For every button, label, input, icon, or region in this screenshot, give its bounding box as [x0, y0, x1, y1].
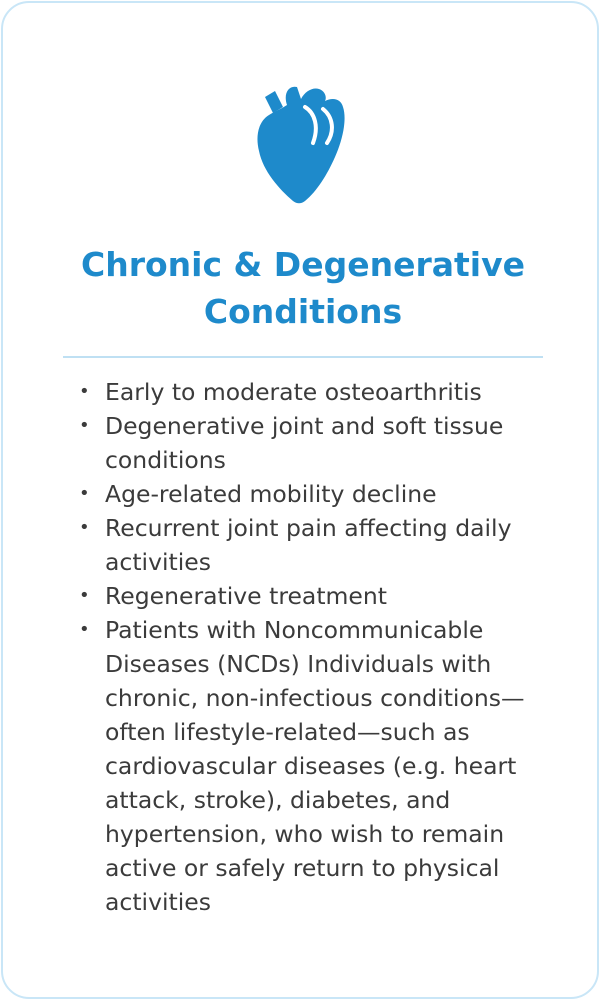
list-item — [75, 511, 545, 579]
list-item — [75, 579, 545, 613]
bullet: • — [79, 619, 90, 640]
bullet: • — [79, 585, 90, 606]
list-item-text: Early to moderate osteoarthritis — [105, 378, 482, 406]
list-item-text: Regenerative treatment — [105, 582, 387, 610]
card-title-line-1: Chronic & Degenerative — [81, 245, 525, 284]
list-item — [75, 375, 545, 409]
card-title-line-2: Conditions — [203, 292, 403, 331]
bullet: • — [79, 517, 90, 538]
divider — [63, 356, 543, 358]
list-item-text: Recurrent joint pain affecting daily activities — [105, 514, 512, 576]
list-item — [75, 477, 545, 511]
bullet: • — [79, 415, 90, 436]
list-item-text: Age-related mobility decline — [105, 480, 437, 508]
list-item — [75, 613, 545, 919]
bullet: • — [79, 381, 90, 402]
list-item-text: Patients with Noncommunicable Diseases (NCDs) Individuals with chronic, non-infectious conditions—often lifestyle-related—such as cardiovascular diseases (e.g. heart attack, stroke), diabetes, and hypertension, who wish to remain active or safely return to physical activities — [105, 616, 525, 916]
bullet: • — [79, 483, 90, 504]
conditions-list — [75, 375, 545, 919]
list-item-text: Degenerative joint and soft tissue conditions — [105, 412, 504, 474]
card-title — [3, 241, 600, 335]
anatomical-heart-icon — [253, 83, 353, 207]
condition-card — [1, 1, 599, 999]
list-item — [75, 409, 545, 477]
